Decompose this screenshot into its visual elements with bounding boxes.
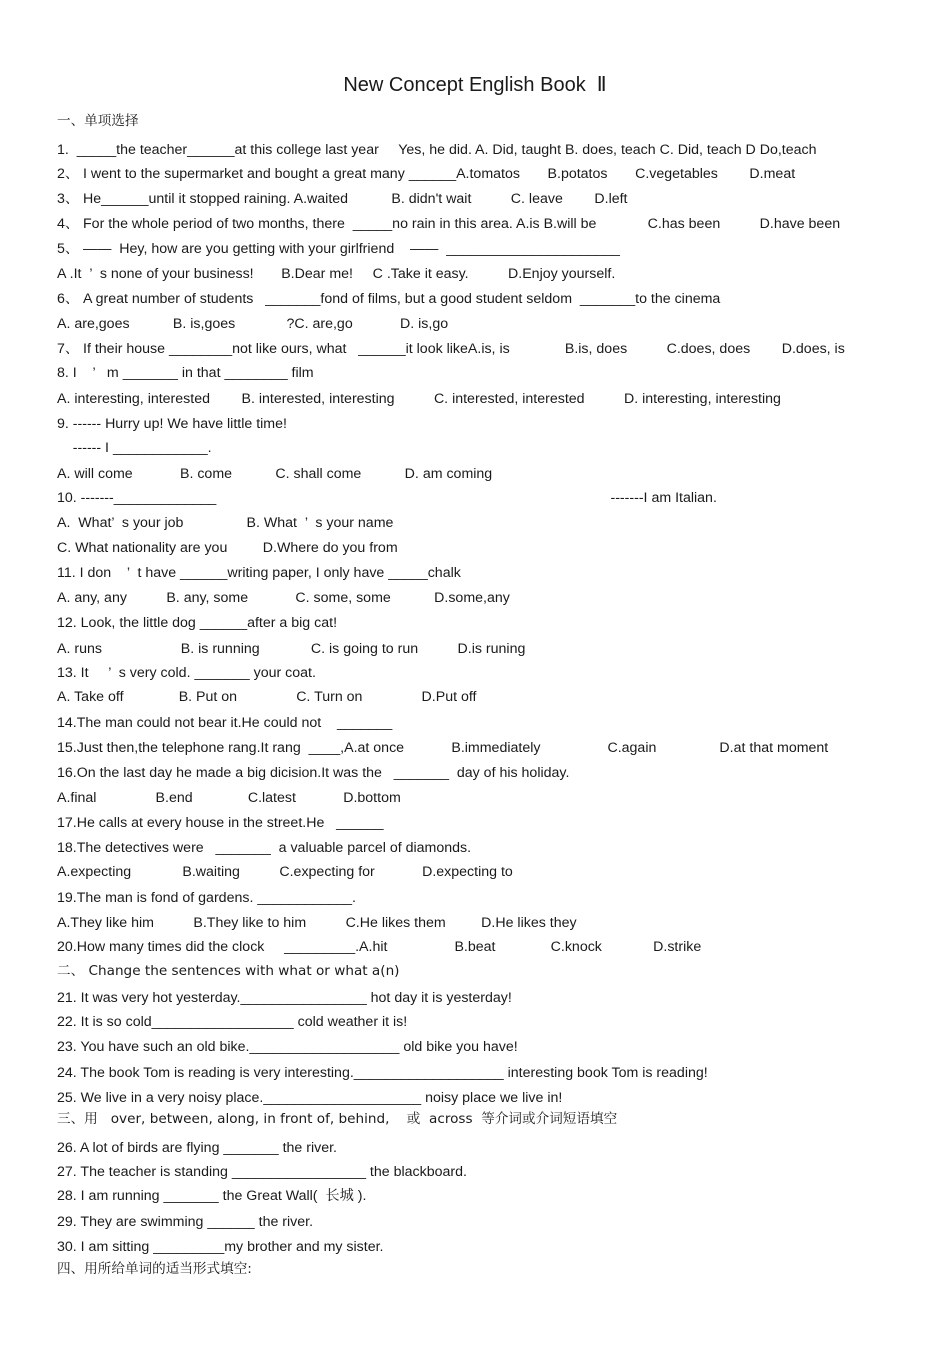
- question-17: 17.He calls at every house in the street.He ______: [57, 815, 384, 831]
- question-5: 5、 —— Hey, how are you getting with your girlfriend —— ______________________: [57, 241, 620, 257]
- document-title: New Concept English Book Ⅱ: [343, 74, 607, 96]
- question-7: 7、 If their house ________not like ours, what ______it look likeA.is, is B.is, does C.does, does D.does, is: [57, 341, 845, 357]
- question-22: 22. It is so cold__________________ cold weather it is!: [57, 1014, 408, 1030]
- question-18-options: A.expecting B.waiting C.expecting for D.expecting to: [57, 864, 513, 880]
- question-14: 14.The man could not bear it.He could not _______: [57, 715, 393, 731]
- question-16: 16.On the last day he made a big dicision.It was the _______ day of his holiday.: [57, 765, 570, 781]
- question-10: 10. -------_____________ -------I am Italian.: [57, 490, 717, 506]
- section-heading-3: 三、用 over, between, along, in front of, behind, 或 across 等介词或介词短语填空: [57, 1111, 618, 1127]
- question-18: 18.The detectives were _______ a valuable parcel of diamonds.: [57, 840, 472, 856]
- question-25: 25. We live in a very noisy place.____________________ noisy place we live in!: [57, 1090, 563, 1106]
- question-28: 28. I am running _______ the Great Wall( 长城 ).: [57, 1188, 367, 1204]
- question-30: 30. I am sitting _________my brother and my sister.: [57, 1239, 384, 1255]
- question-26: 26. A lot of birds are flying _______ the river.: [57, 1140, 337, 1156]
- question-10-options-b: C. What nationality are you D.Where do you from: [57, 540, 398, 556]
- question-16-options: A.final B.end C.latest D.bottom: [57, 790, 401, 806]
- question-12: 12. Look, the little dog ______after a big cat!: [57, 615, 338, 631]
- question-8-options: A. interesting, interested B. interested, interesting C. interested, interested D. interesting, interesting: [57, 391, 781, 407]
- question-5-options: A .It ’ s none of your business! B.Dear me! C .Take it easy. D.Enjoy yourself.: [57, 266, 616, 282]
- question-19: 19.The man is fond of gardens. ____________.: [57, 890, 356, 906]
- question-11: 11. I don ’ t have ______writing paper, I only have _____chalk: [57, 565, 461, 581]
- question-9: 9. ------ Hurry up! We have little time!: [57, 416, 287, 432]
- question-4: 4、 For the whole period of two months, there _____no rain in this area. A.is B.will be C.has been D.have been: [57, 216, 841, 232]
- question-24: 24. The book Tom is reading is very interesting.___________________ interesting book Tom is reading!: [57, 1065, 708, 1081]
- question-11-options: A. any, any B. any, some C. some, some D.some,any: [57, 590, 510, 606]
- question-23: 23. You have such an old bike.___________________ old bike you have!: [57, 1039, 518, 1055]
- question-10-options-a: A. What’ s your job B. What ’ s your name: [57, 515, 394, 531]
- question-12-options: A. runs B. is running C. is going to run D.is runing: [57, 641, 526, 657]
- question-19-options: A.They like him B.They like to him C.He likes them D.He likes they: [57, 915, 577, 931]
- question-2: 2、 I went to the supermarket and bought a great many ______A.tomatos B.potatos C.vegetables D.meat: [57, 166, 796, 182]
- question-21: 21. It was very hot yesterday.________________ hot day it is yesterday!: [57, 990, 512, 1006]
- section-heading-4: 四、用所给单词的适当形式填空:: [57, 1261, 252, 1277]
- question-9-reply: ------ I ____________.: [57, 440, 212, 456]
- section-heading-1: 一、单项选择: [57, 113, 139, 129]
- question-1: 1. _____the teacher______at this college last year Yes, he did. A. Did, taught B. does, teach C. Did, teach D Do,teach: [57, 142, 817, 158]
- question-15: 15.Just then,the telephone rang.It rang ____,A.at once B.immediately C.again D.at that moment: [57, 740, 829, 756]
- question-20: 20.How many times did the clock _________.A.hit B.beat C.knock D.strike: [57, 939, 702, 955]
- question-27: 27. The teacher is standing _________________ the blackboard.: [57, 1164, 467, 1180]
- question-6: 6、 A great number of students _______fond of films, but a good student seldom _______to the cinema: [57, 291, 721, 307]
- question-6-options: A. are,goes B. is,goes ?C. are,go D. is,go: [57, 316, 449, 332]
- question-3: 3、 He______until it stopped raining. A.waited B. didn't wait C. leave D.left: [57, 191, 628, 207]
- section-heading-2: 二、 Change the sentences with what or what a(n): [57, 963, 400, 979]
- question-29: 29. They are swimming ______ the river.: [57, 1214, 314, 1230]
- question-9-options: A. will come B. come C. shall come D. am coming: [57, 466, 493, 482]
- question-8: 8. I ’ m _______ in that ________ film: [57, 365, 314, 381]
- question-13: 13. It ’ s very cold. _______ your coat.: [57, 665, 316, 681]
- question-13-options: A. Take off B. Put on C. Turn on D.Put off: [57, 689, 477, 705]
